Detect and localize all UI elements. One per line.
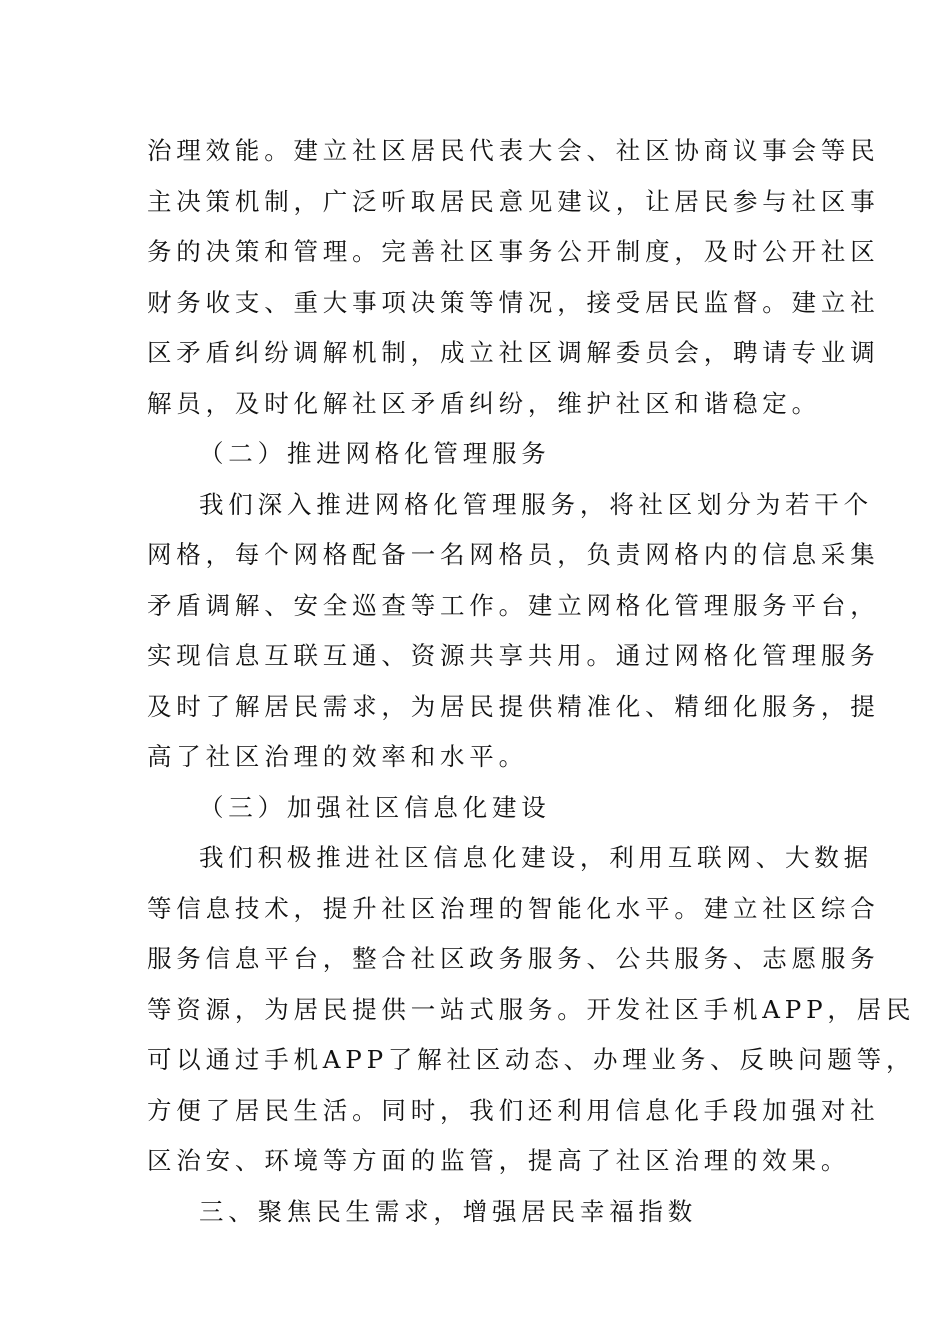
paragraph-line: 财务收支、重大事项决策等情况，接受居民监督。建立社 bbox=[147, 287, 880, 317]
paragraph-line: 等资源，为居民提供一站式服务。开发社区手机APP，居民 bbox=[147, 994, 916, 1024]
paragraph-line: 我们深入推进网格化管理服务，将社区划分为若干个 bbox=[199, 489, 873, 519]
paragraph-line: 等信息技术，提升社区治理的智能化水平。建立社区综合 bbox=[147, 893, 880, 923]
paragraph-line: 治理效能。建立社区居民代表大会、社区协商议事会等民 bbox=[147, 136, 880, 165]
paragraph-line: 区矛盾纠纷调解机制，成立社区调解委员会，聘请专业调 bbox=[147, 338, 880, 367]
paragraph-line: 我们积极推进社区信息化建设，利用互联网、大数据 bbox=[199, 843, 873, 872]
paragraph-line: 方便了居民生活。同时，我们还利用信息化手段加强对社 bbox=[147, 1095, 880, 1125]
paragraph-line: 服务信息平台，整合社区政务服务、公共服务、志愿服务 bbox=[147, 944, 880, 973]
paragraph-line: 网格，每个网格配备一名网格员，负责网格内的信息采集 bbox=[147, 540, 880, 569]
paragraph-line: 可以通过手机APP了解社区动态、办理业务、反映问题等， bbox=[147, 1045, 916, 1074]
chapter-heading-3: 三、聚焦民生需求，增强居民幸福指数 bbox=[199, 1196, 698, 1226]
paragraph-line: 实现信息互联互通、资源共享共用。通过网格化管理服务 bbox=[147, 641, 880, 670]
paragraph-line: 区治安、环境等方面的监管，提高了社区治理的效果。 bbox=[147, 1146, 851, 1175]
paragraph-line: 解员，及时化解社区矛盾纠纷，维护社区和谐稳定。 bbox=[147, 388, 821, 418]
paragraph-line: 高了社区治理的效率和水平。 bbox=[147, 742, 528, 771]
paragraph-line: 务的决策和管理。完善社区事务公开制度，及时公开社区 bbox=[147, 237, 880, 266]
paragraph-line: 主决策机制，广泛听取居民意见建议，让居民参与社区事 bbox=[147, 186, 880, 216]
document-body bbox=[147, 126, 916, 1237]
section-heading-2: （二）推进网格化管理服务 bbox=[199, 439, 551, 468]
paragraph-line: 矛盾调解、安全巡查等工作。建立网格化管理服务平台， bbox=[147, 590, 880, 620]
section-heading-3: （三）加强社区信息化建设 bbox=[199, 792, 551, 822]
paragraph-line: 及时了解居民需求，为居民提供精准化、精细化服务，提 bbox=[147, 691, 880, 721]
